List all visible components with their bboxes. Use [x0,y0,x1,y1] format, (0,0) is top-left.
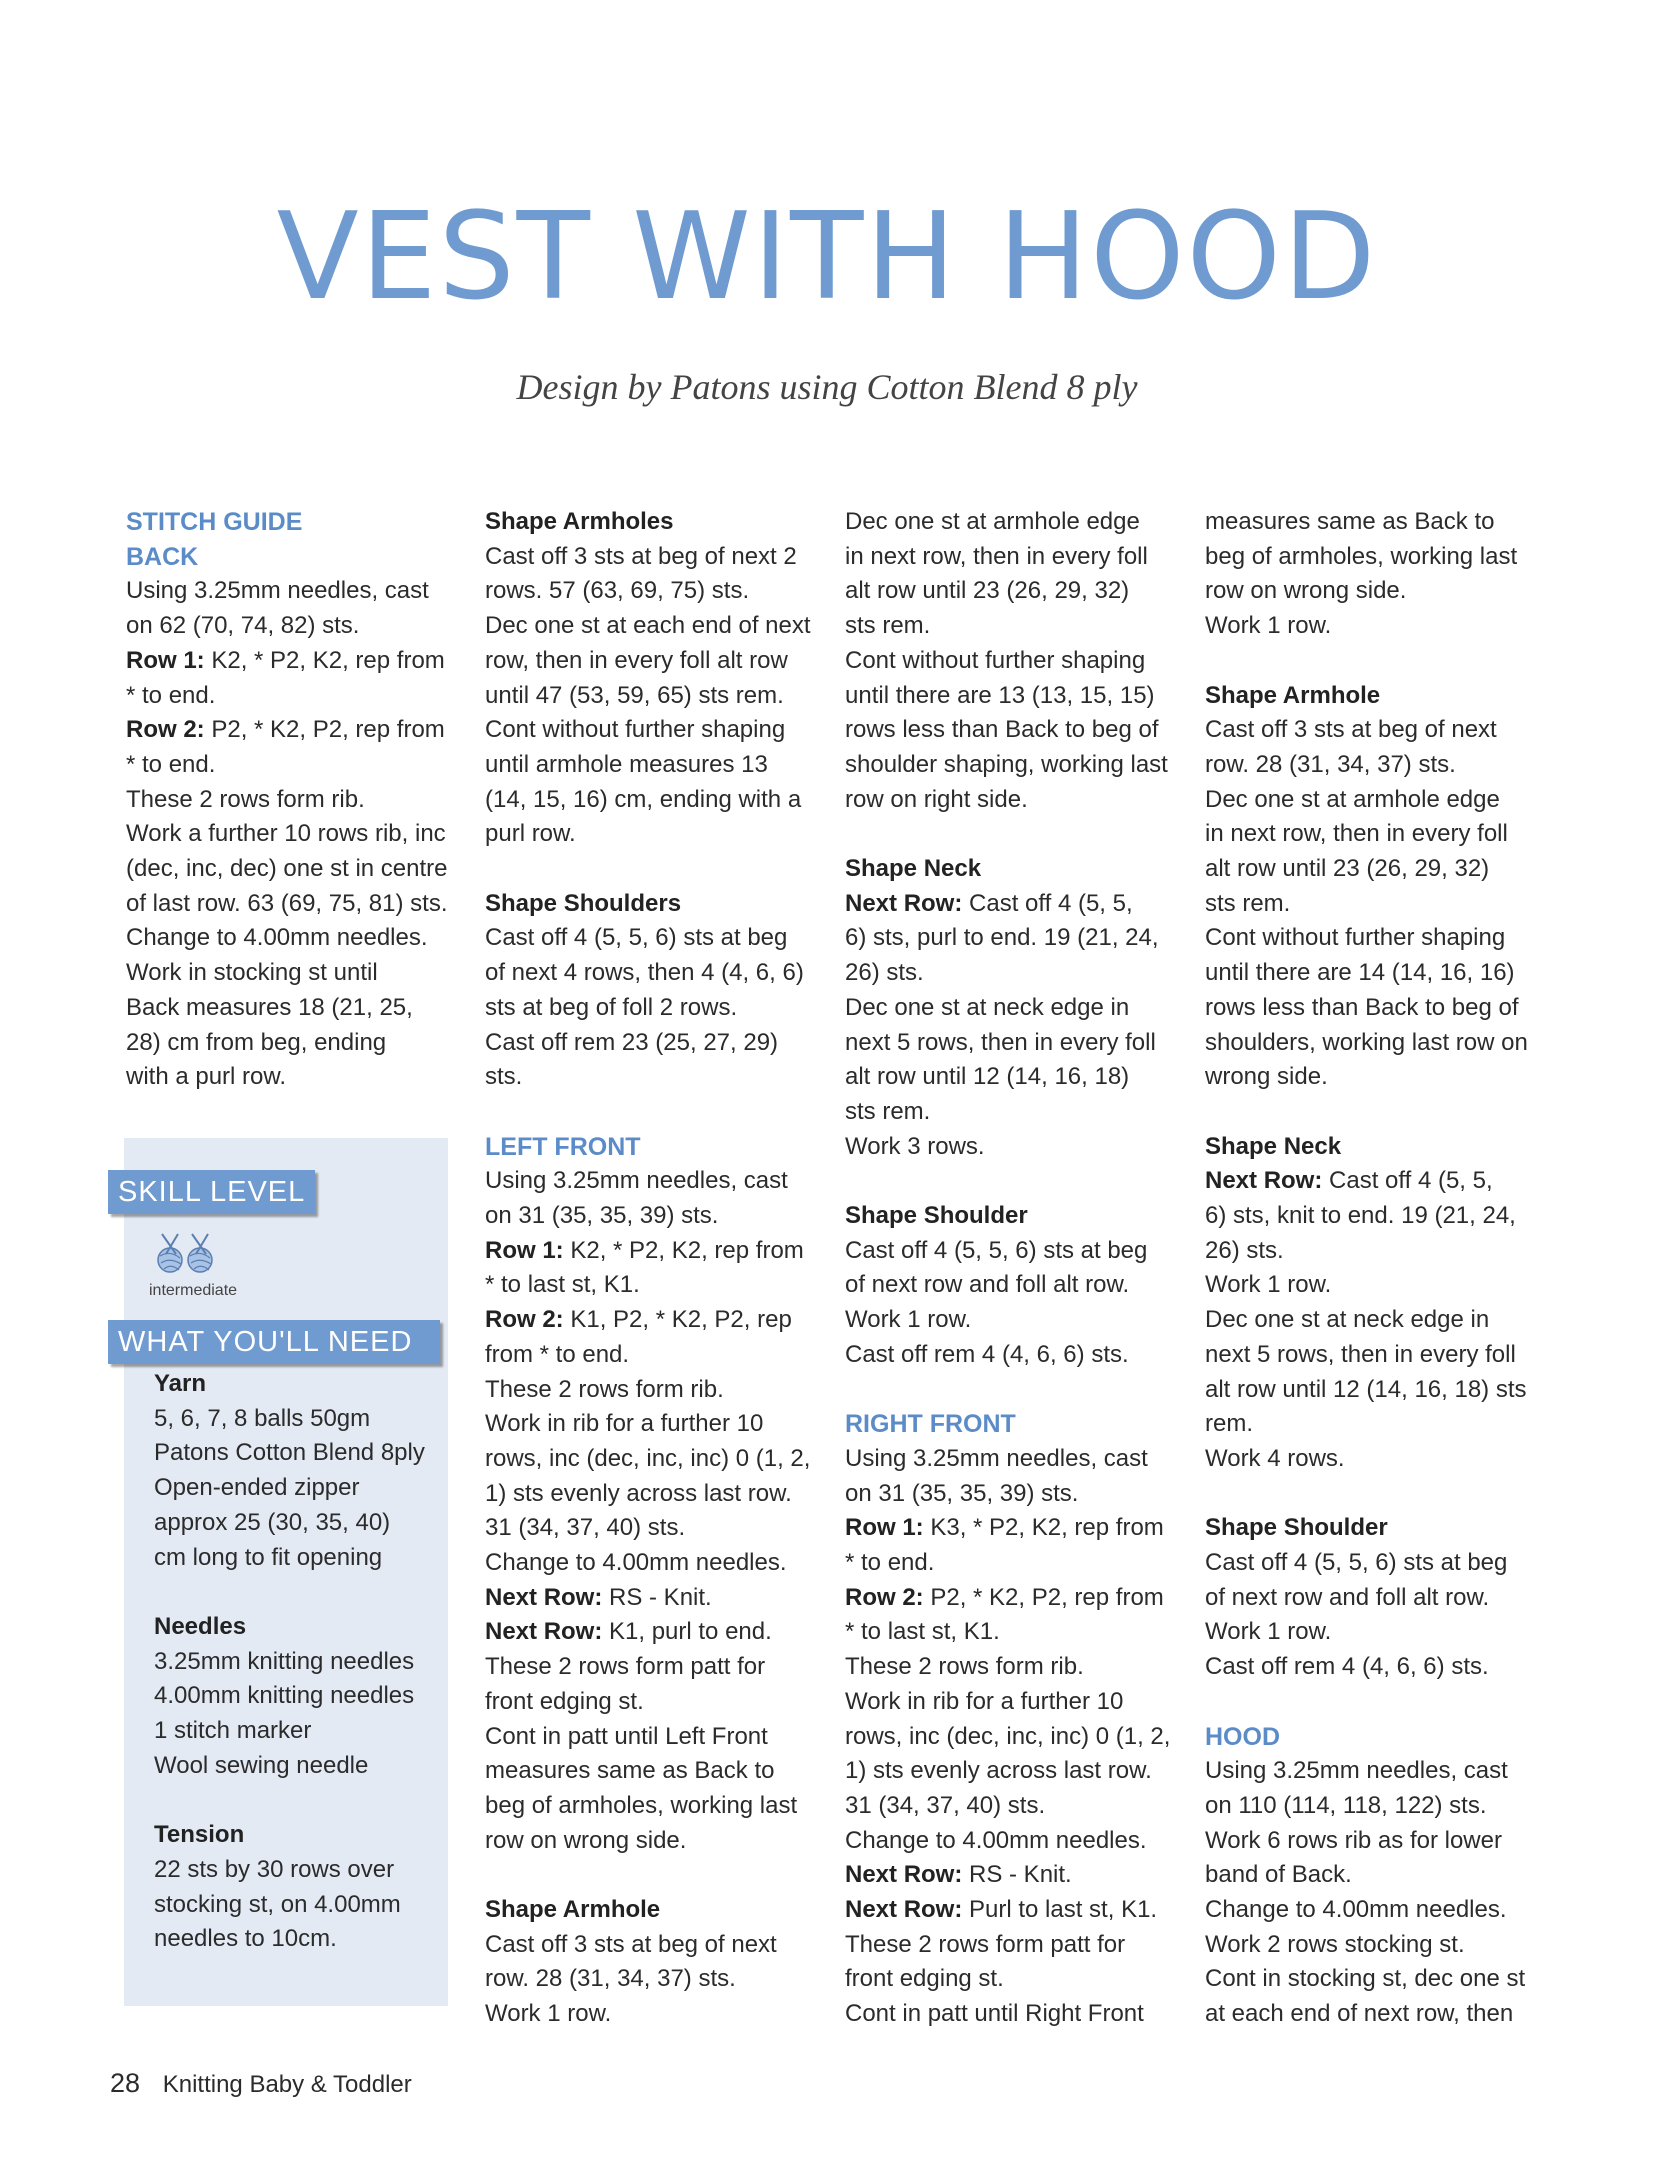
text-line: Cast off rem 4 (4, 6, 6) sts. [845,1340,1129,1368]
yarn-heading: Yarn [154,1370,207,1397]
text-line: Work 1 row. [1205,612,1332,640]
text-line: next 5 rows, then in every foll [1205,1340,1516,1368]
text-line: Dec one st at neck edge in [1205,1306,1490,1334]
text-line: 31 (34, 37, 40) sts. [845,1791,1046,1819]
text-line: Cast off 4 (5, 5, 6) sts at beg [485,924,788,952]
text-line: 1) sts evenly across last row. [845,1757,1152,1785]
list-item: 1 stitch marker [154,1717,312,1745]
text-line: Using 3.25mm needles, cast [485,1167,788,1195]
text-line: Cont without further shaping [845,646,1146,674]
text-line: until armhole measures 13 [485,750,768,778]
text-line: * to last st, K1. [845,1618,1000,1646]
text-line: in next row, then in every foll [845,542,1148,570]
text-line: rem. [1205,1410,1253,1438]
text-line: at each end of next row, then [1205,2000,1514,2028]
text-line: Row 2: P2, * K2, P2, rep from [845,1583,1164,1611]
text-line: Cont without further shaping [485,716,786,744]
text-line: Using 3.25mm needles, cast [1205,1757,1508,1785]
subheading-shape-armhole: Shape Armhole [1205,681,1381,709]
text-line: Row 1: K2, * P2, K2, rep from [485,1236,804,1264]
list-item: needles to 10cm. [154,1925,337,1953]
text-line: alt row until 12 (14, 16, 18) [845,1063,1130,1091]
text-line: 31 (34, 37, 40) sts. [485,1514,686,1542]
page-subtitle: Design by Patons using Cotton Blend 8 ply [516,367,1138,407]
text-line: alt row until 12 (14, 16, 18) sts [1205,1375,1527,1403]
text-line: 6) sts, knit to end. 19 (21, 24, [1205,1202,1516,1230]
book-title: Knitting Baby & Toddler [162,2071,412,2098]
text-line: rows less than Back to beg of [1205,993,1519,1021]
subheading-shape-shoulder: Shape Shoulder [845,1202,1028,1230]
text-line: 26) sts. [1205,1236,1284,1264]
text-line: sts rem. [1205,889,1291,917]
text-line: (dec, inc, dec) one st in centre [126,855,448,883]
text-line: sts. [485,1063,523,1091]
text-line: alt row until 23 (26, 29, 32) [845,577,1130,605]
text-line: Work in rib for a further 10 [845,1687,1124,1715]
text-line: on 31 (35, 35, 39) sts. [485,1202,719,1230]
text-line: Change to 4.00mm needles. [845,1826,1147,1854]
text-line: band of Back. [1205,1861,1352,1889]
text-line: row on wrong side. [1205,577,1407,605]
text-line: sts rem. [845,1097,931,1125]
text-line: Next Row: Cast off 4 (5, 5, [1205,1167,1493,1195]
page-footer [110,2068,412,2099]
text-line: Work in stocking st until [126,959,378,987]
skill-level-value: intermediate [149,1282,238,1299]
text-line: Cont in patt until Left Front [485,1722,768,1750]
text-line: Using 3.25mm needles, cast [845,1444,1148,1472]
subheading-shape-shoulder: Shape Shoulder [1205,1514,1388,1542]
text-line: These 2 rows form patt for [845,1930,1126,1958]
text-line: Row 1: K2, * P2, K2, rep from [126,646,445,674]
text-line: These 2 rows form rib. [845,1653,1084,1681]
text-line: row. 28 (31, 34, 37) sts. [1205,750,1456,778]
text-line: Next Row: RS - Knit. [485,1583,712,1611]
column-3 [845,505,1185,2032]
text-line: on 110 (114, 118, 122) sts. [1205,1791,1487,1819]
text-line: measures same as Back to [1205,508,1495,535]
text-line: front edging st. [845,1965,1004,1993]
text-line: Work a further 10 rows rib, inc [126,820,446,848]
page-number: 28 [110,2068,141,2098]
section-heading-stitch-guide: STITCH GUIDE [126,508,303,536]
text-line: * to last st, K1. [485,1271,640,1299]
text-line: measures same as Back to [485,1757,775,1785]
text-line: Dec one st at each end of next [485,612,811,640]
text-line: of next 4 rows, then 4 (4, 6, 6) [485,959,804,987]
list-item: 5, 6, 7, 8 balls 50gm [154,1404,371,1432]
text-line: row, then in every foll alt row [485,646,788,674]
text-line: rows, inc (dec, inc, inc) 0 (1, 2, [845,1722,1171,1750]
text-line: Work 1 row. [1205,1271,1332,1299]
text-line: Work 3 rows. [845,1132,985,1160]
text-line: sts at beg of foll 2 rows. [485,993,738,1021]
text-line: beg of armholes, working last [1205,542,1518,570]
text-line: Cont in patt until Right Front [845,2000,1144,2028]
yarn-balls-icon [152,1232,224,1278]
text-line: Row 2: K1, P2, * K2, P2, rep [485,1306,792,1334]
text-line: shoulder shaping, working last [845,750,1168,778]
text-line: Work in rib for a further 10 [485,1410,764,1438]
text-line: on 62 (70, 74, 82) sts. [126,612,360,640]
text-line: wrong side. [1205,1063,1328,1091]
column-1 [126,505,456,1095]
section-heading-hood: HOOD [1205,1722,1280,1751]
text-line: (14, 15, 16) cm, ending with a [485,785,802,813]
text-line: until there are 14 (14, 16, 16) [1205,959,1515,987]
text-line: * to end. [126,681,216,709]
tension-heading: Tension [154,1821,245,1849]
text-line: Cont in stocking st, dec one st [1205,1965,1526,1993]
subheading-shape-armholes: Shape Armholes [485,508,674,535]
text-line: Work 1 row. [485,2000,612,2028]
list-item: Open-ended zipper [154,1474,360,1502]
text-line: with a purl row. [126,1063,287,1091]
text-line: Dec one st at neck edge in [845,993,1130,1021]
list-item: 22 sts by 30 rows over [154,1855,395,1883]
text-line: Cont without further shaping [1205,924,1506,952]
text-line: These 2 rows form rib. [126,785,365,813]
text-line: These 2 rows form rib. [485,1375,724,1403]
text-line: Cast off 4 (5, 5, 6) sts at beg [845,1236,1148,1264]
text-line: row. 28 (31, 34, 37) sts. [485,1965,736,1993]
text-line: until 47 (53, 59, 65) sts rem. [485,681,784,709]
text-line: Next Row: K1, purl to end. [485,1618,772,1646]
text-line: 1) sts evenly across last row. [485,1479,792,1507]
text-line: on 31 (35, 35, 39) sts. [845,1479,1079,1507]
text-line: Back measures 18 (21, 25, [126,993,413,1021]
text-line: next 5 rows, then in every foll [845,1028,1156,1056]
text-line: Change to 4.00mm needles. [485,1549,787,1577]
text-line: row on right side. [845,785,1028,813]
text-line: in next row, then in every foll [1205,820,1508,848]
text-line: Cast off rem 23 (25, 27, 29) [485,1028,779,1056]
text-line: Cast off 3 sts at beg of next [485,1930,777,1958]
section-heading-back: BACK [126,542,199,571]
list-item: approx 25 (30, 35, 40) [154,1508,391,1536]
list-item: stocking st, on 4.00mm [154,1890,401,1918]
text-line: from * to end. [485,1340,630,1368]
text-line: Cast off 3 sts at beg of next 2 [485,542,797,570]
text-line: Work 1 row. [845,1306,972,1334]
text-line: rows, inc (dec, inc, inc) 0 (1, 2, [485,1444,811,1472]
text-line: of next row and foll alt row. [845,1271,1130,1299]
text-line: Next Row: Cast off 4 (5, 5, [845,889,1133,917]
list-item: 3.25mm knitting needles [154,1647,415,1675]
text-line: * to end. [126,750,216,778]
text-line: 26) sts. [845,959,924,987]
text-line: rows. 57 (63, 69, 75) sts. [485,577,750,605]
text-line: of last row. 63 (69, 75, 81) sts. [126,889,448,917]
text-line: row on wrong side. [485,1826,687,1854]
text-line: beg of armholes, working last [485,1791,798,1819]
text-line: alt row until 23 (26, 29, 32) [1205,855,1490,883]
text-line: Cast off 3 sts at beg of next [1205,716,1497,744]
text-line: of next row and foll alt row. [1205,1583,1490,1611]
subheading-shape-neck: Shape Neck [1205,1132,1342,1160]
text-line: 6) sts, purl to end. 19 (21, 24, [845,924,1159,952]
text-line: Work 2 rows stocking st. [1205,1930,1465,1958]
column-2 [485,505,825,2032]
text-line: * to end. [845,1549,935,1577]
text-line: Work 6 rows rib as for lower [1205,1826,1502,1854]
materials-list [154,1367,434,1957]
text-line: until there are 13 (13, 15, 15) [845,681,1155,709]
text-line: Next Row: RS - Knit. [845,1861,1072,1889]
subheading-shape-neck: Shape Neck [845,855,982,883]
text-line: Change to 4.00mm needles. [1205,1896,1507,1924]
text-line: These 2 rows form patt for [485,1653,766,1681]
page-title: VEST WITH HOOD [276,188,1378,327]
text-line: Cast off rem 4 (4, 6, 6) sts. [1205,1653,1489,1681]
section-heading-left-front: LEFT FRONT [485,1132,641,1161]
text-line: Dec one st at armhole edge [845,508,1140,535]
text-line: Row 2: P2, * K2, P2, rep from [126,716,445,744]
text-line: Work 4 rows. [1205,1444,1345,1472]
text-line: shoulders, working last row on [1205,1028,1528,1056]
subheading-shape-armhole: Shape Armhole [485,1896,661,1924]
text-line: Next Row: Purl to last st, K1. [845,1896,1158,1924]
section-heading-right-front: RIGHT FRONT [845,1410,1016,1439]
text-line: Change to 4.00mm needles. [126,924,428,952]
list-item: Patons Cotton Blend 8ply [154,1439,425,1467]
text-line: Row 1: K3, * P2, K2, rep from [845,1514,1164,1542]
what-youll-need-heading: WHAT YOU'LL NEED [108,1320,440,1364]
list-item: Wool sewing needle [154,1751,369,1779]
text-line: Using 3.25mm needles, cast [126,577,429,605]
list-item: cm long to fit opening [154,1543,383,1571]
text-line: Dec one st at armhole edge [1205,785,1500,813]
text-line: rows less than Back to beg of [845,716,1159,744]
text-line: purl row. [485,820,576,848]
text-line: Work 1 row. [1205,1618,1332,1646]
subheading-shape-shoulders: Shape Shoulders [485,889,682,917]
skill-level-heading: SKILL LEVEL [108,1170,315,1214]
column-4 [1205,505,1565,2032]
needles-heading: Needles [154,1612,247,1640]
text-line: front edging st. [485,1687,644,1715]
list-item: 4.00mm knitting needles [154,1682,415,1710]
text-line: sts rem. [845,612,931,640]
text-line: 28) cm from beg, ending [126,1028,387,1056]
text-line: Cast off 4 (5, 5, 6) sts at beg [1205,1549,1508,1577]
